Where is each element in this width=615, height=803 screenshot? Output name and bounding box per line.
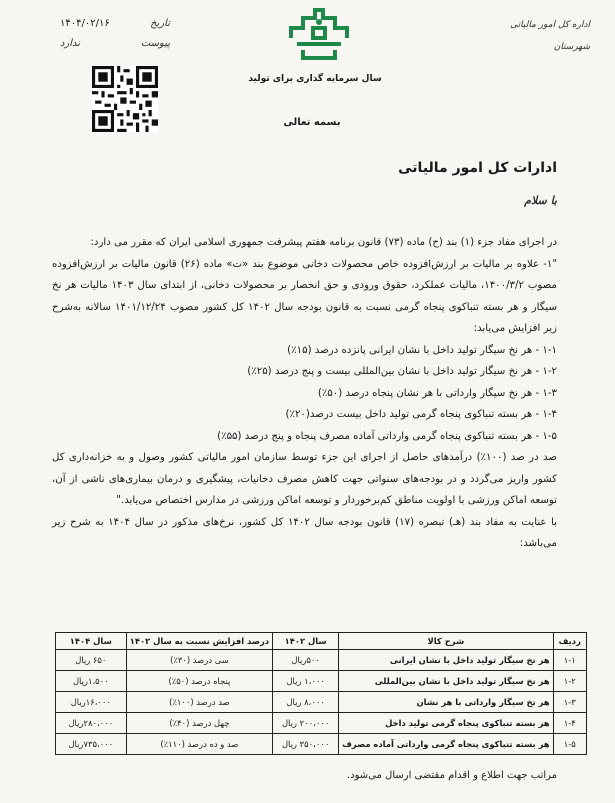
list-item: ۱-۲ - هر نخ سیگار تولید داخل با نشان بین‌المللی بیست و پنج درصد (۲۵٪) xyxy=(247,366,557,377)
list-item: ۱-۱ - هر نخ سیگار تولید داخل با نشان ایرانی پانزده درصد (۱۵٪) xyxy=(287,344,557,356)
increase-percent: صد و ده درصد (۱۱۰٪) xyxy=(126,734,273,755)
revenue-paragraph: صد در صد (۱۰۰٪) درآمدهای حاصل از اجرای این جزء توسط سازمان امور مالیاتی کشور وصول و به خزانه‌داری کل کشور واریز می‌گردد و در بودجه‌های سنواتی جهت کاهش مصرف دخانیات، پیشگیری و درمان بیماری‌های ناشی از آن، توسعه اماکن ورزشی با اولویت مناطق کم‌برخوردار و توسعه اماکن ورزشی در مدارس اختصاص می‌یابد." xyxy=(52,452,557,506)
handwritten-notes xyxy=(490,14,590,58)
column-header-1404: سال ۱۴۰۴ xyxy=(56,633,127,650)
rate-1402: ۲۰۰،۰۰۰ ریال xyxy=(273,713,339,734)
item-description: هر بسته تنباکوی پنجاه گرمی تولید داخل xyxy=(339,713,553,734)
table-row xyxy=(56,671,587,692)
list-item: ۱-۳ - هر نخ سیگار وارداتی با هر نشان پنجاه درصد (۵۰٪) xyxy=(317,387,557,399)
attachment-label: پیوست xyxy=(140,38,170,49)
column-header-1402: سال ۱۴۰۲ xyxy=(273,633,339,650)
list-item: ۱-۴ - هر بسته تنباکوی پنجاه گرمی تولید داخل بیست درصد(۲۰٪) xyxy=(285,409,557,420)
table-row xyxy=(56,692,587,713)
rate-1404: ۲۸۰،۰۰۰ریال xyxy=(56,713,127,734)
date-value: ۱۴۰۴/۰۲/۱۶ xyxy=(60,18,110,29)
column-header-row-no: ردیف xyxy=(553,633,586,650)
increase-percent: سی درصد (۳۰٪) xyxy=(126,650,273,671)
closing-line: مراتب جهت اطلاع و اقدام مقتضی ارسال می‌شود. xyxy=(347,770,557,781)
row-number: ۱-۱ xyxy=(553,650,586,671)
row-number: ۱-۲ xyxy=(553,671,586,692)
rate-1404: ۷۳۵،۰۰۰ریال xyxy=(56,734,127,755)
item-description: هر بسته تنباکوی پنجاه گرمی وارداتی آماده مصرف xyxy=(339,734,553,755)
item-description: هر نخ سیگار تولید داخل با نشان بین‌المللی xyxy=(339,671,553,692)
table-row xyxy=(56,734,587,755)
column-header-increase: درصد افزایش نسبت به سال ۱۴۰۲ xyxy=(126,633,273,650)
row-number: ۱-۵ xyxy=(553,734,586,755)
table-row xyxy=(56,713,587,734)
tax-organization-logo xyxy=(283,4,355,64)
letter-body xyxy=(52,232,557,555)
increase-percent: صد درصد (۱۰۰٪) xyxy=(126,692,273,713)
rate-1404: ۱۶،۰۰۰ریال xyxy=(56,692,127,713)
rate-1402: ۸،۰۰۰ ریال xyxy=(273,692,339,713)
quote-paragraph: "۱- علاوه بر مالیات بر ارزش‌افزوده خاص محصولات دخانی موضوع بند «ت» ماده (۲۶) قانون مالیات بر ارزش‌افزوده مصوب ۱۴۰۰/۳/۲، مالیات عملکرد، حقوق ورودی و حق انحصار بر محصولات دخانی، از ابتدای سال ۱۴۰۳ مالیات هر نخ سیگار و هر بسته تنباکوی پنجاه گرمی نسبت به قانون بودجه سال ۱۴۰۲ کل کشور مصوب ۱۴۰۱/۱۲/۲۴ سالانه به‌شرح زیر افزایش می‌یابد: xyxy=(52,258,557,334)
handwritten-note-1: اداره کل امور مالیاتی xyxy=(510,20,590,30)
row-number: ۱-۳ xyxy=(553,692,586,713)
rate-1404: ۱،۵۰۰ریال xyxy=(56,671,127,692)
qr-code-icon xyxy=(92,66,158,132)
recipient: ادارات کل امور مالیاتی xyxy=(398,160,557,176)
rate-1402: ۳۵۰،۰۰۰ ریال xyxy=(273,734,339,755)
table-row xyxy=(56,650,587,671)
item-description: هر نخ سیگار تولید داخل با نشان ایرانی xyxy=(339,650,553,671)
intro-paragraph: در اجرای مفاد جزء (۱) بند (ح) ماده (۷۳) قانون برنامه هفتم پیشرفت جمهوری اسلامی ایران که مقرر می دارد: xyxy=(90,237,557,248)
list-item: ۱-۵ - هر بسته تنباکوی پنجاه گرمی وارداتی آماده مصرف پنجاه و پنج درصد (۵۵٪) xyxy=(217,430,557,442)
rate-1402: ۱،۰۰۰ ریال xyxy=(273,671,339,692)
rate-1404: ۶۵۰ ریال xyxy=(56,650,127,671)
handwritten-note-2: شهرستان xyxy=(553,42,590,52)
item-description: هر نخ سیگار وارداتی با هر نشان xyxy=(339,692,553,713)
tax-rate-table xyxy=(55,632,587,755)
date-attachment-block xyxy=(60,14,170,54)
increase-percent: چهل درصد (۴۰٪) xyxy=(126,713,273,734)
row-number: ۱-۴ xyxy=(553,713,586,734)
greeting: با سلام xyxy=(524,194,557,207)
attachment-value: ندارد xyxy=(60,38,81,49)
rate-1402: ۵۰۰ریال xyxy=(273,650,339,671)
bismillah: بسمه تعالی xyxy=(283,117,341,128)
year-slogan: سال سرمایه گذاری برای تولید xyxy=(248,74,382,84)
column-header-description: شرح کالا xyxy=(339,633,553,650)
increase-percent: پنجاه درصد (۵۰٪) xyxy=(126,671,273,692)
date-label: تاریخ xyxy=(150,18,170,29)
table-header-row xyxy=(56,633,587,650)
note-paragraph: با عنایت به مفاد بند (هـ) تبصره (۱۷) قانون بودجه سال ۱۴۰۲ کل کشور، نرخ‌های مذکور در سال ۱۴۰۴ به شرح زیر می‌باشد: xyxy=(52,516,558,549)
